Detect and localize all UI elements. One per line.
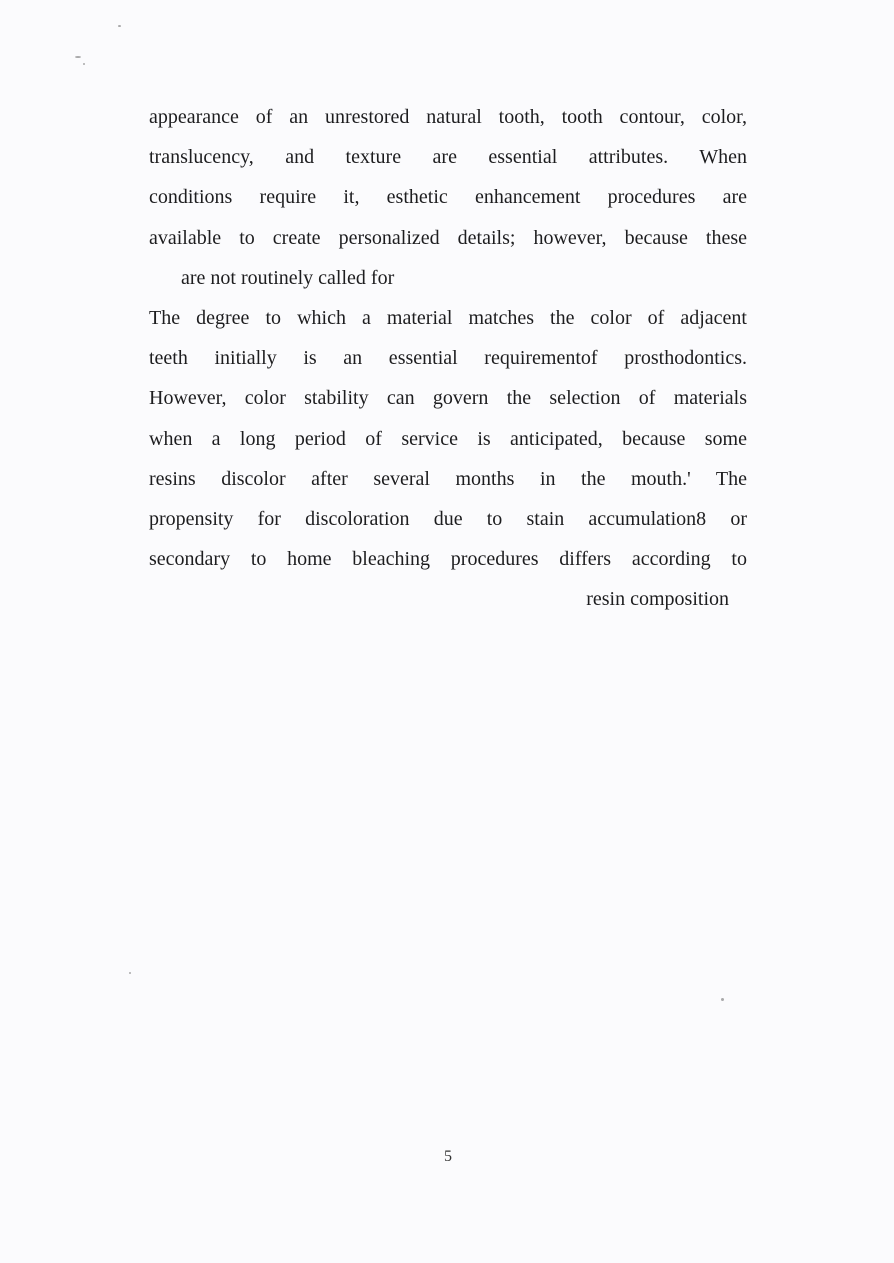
text-line: The degree to which a material matches the color of adjacent [149,307,747,329]
scan-speck [83,63,85,65]
text-line: teeth initially is an essential requirementof prosthodontics. [149,347,747,370]
scan-speck [75,56,81,58]
paragraph-2 [149,298,747,620]
text-line: resins discolor after several months in the mouth.' The [149,467,747,490]
text-line: appearance of an unrestored natural tooth, tooth contour, color, [149,106,747,128]
text-line: are not routinely called for [181,266,395,289]
text-line: secondary to home bleaching procedures differs according to [149,548,747,571]
paragraph-1 [149,97,747,298]
text-line: resin composition [586,588,729,611]
page-number: 5 [444,1148,452,1165]
text-line: However, color stability can govern the selection of materials [149,387,747,410]
scan-speck [129,972,131,974]
scan-speck [721,998,724,1001]
text-line: available to create personalized details; however, because these [149,226,747,249]
text-line: translucency, and texture are essential attributes. When [149,146,747,169]
text-line: conditions require it, esthetic enhancement procedures are [149,186,747,209]
text-line: propensity for discoloration due to stain accumulation8 or [149,507,747,530]
scan-speck [118,25,121,27]
text-line: when a long period of service is anticipated, because some [149,427,747,450]
